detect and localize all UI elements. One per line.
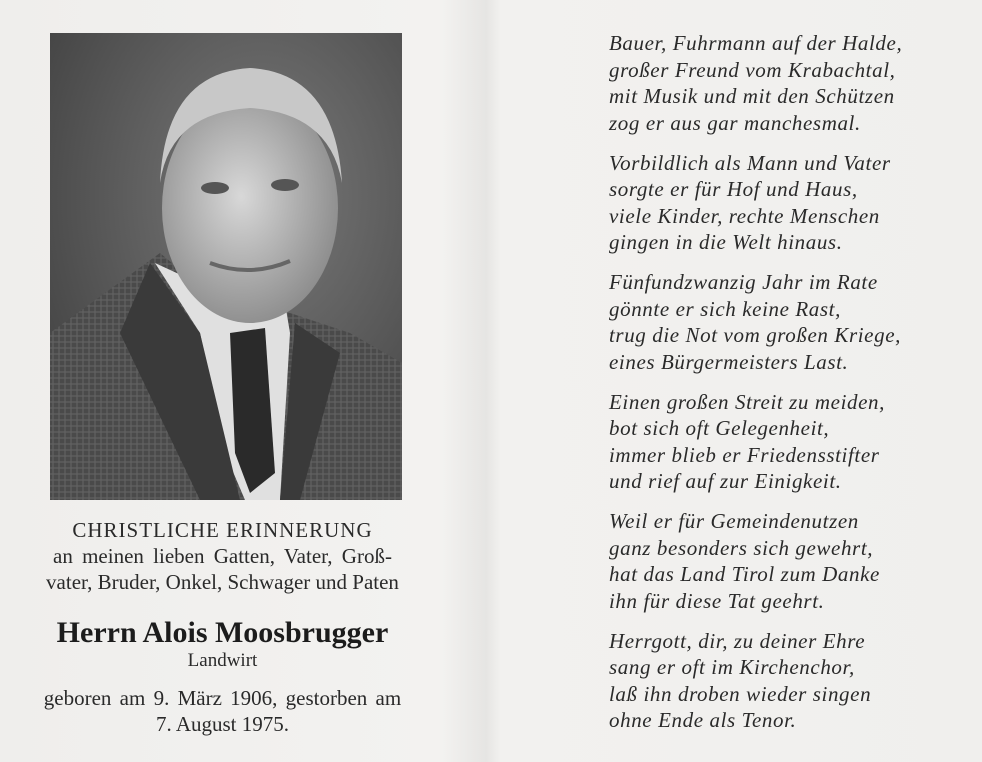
- poem-line: immer blieb er Friedensstifter: [609, 442, 880, 467]
- poem-line: viele Kinder, rechte Menschen: [609, 203, 880, 228]
- poem-line: ganz besonders sich gewehrt,: [609, 535, 874, 560]
- poem-line: Weil er für Gemeindenutzen: [609, 509, 859, 533]
- poem-line: eines Bürgermeisters Last.: [609, 349, 849, 374]
- poem-stanza: [609, 628, 902, 734]
- poem-line: sang er oft im Kirchenchor,: [609, 655, 855, 679]
- poem-line: zog er aus gar manchesmal.: [609, 110, 861, 135]
- heading: CHRISTLICHE ERINNERUNG: [72, 518, 373, 542]
- poem-line: bot sich oft Gelegenheit,: [609, 416, 830, 440]
- dates-line: geboren am 9. März 1906, gestorben am: [43, 686, 402, 710]
- poem-line: ihn für diese Tat geehrt.: [609, 588, 825, 613]
- poem-stanza: [609, 389, 902, 495]
- poem-stanza: [609, 30, 902, 136]
- poem-line: und rief auf zur Einigkeit.: [609, 469, 842, 493]
- poem-line: gingen in die Welt hinaus.: [609, 230, 843, 254]
- poem-stanza: [609, 508, 902, 614]
- poem-line: großer Freund vom Krabachtal,: [609, 57, 896, 82]
- profession: Landwirt: [187, 650, 258, 671]
- poem-line: hat das Land Tirol zum Danke: [609, 562, 880, 586]
- dates-line: 7. August 1975.: [155, 712, 289, 736]
- poem: [609, 30, 902, 747]
- poem-line: Einen großen Streit zu meiden,: [609, 389, 885, 414]
- poem-line: sorgte er für Hof und Haus,: [609, 177, 858, 201]
- poem-line: Herrgott, dir, zu deiner Ehre: [609, 628, 866, 653]
- deceased-name: Herrn Alois Moosbrugger: [56, 616, 389, 649]
- poem-line: ohne Ende als Tenor.: [609, 708, 797, 732]
- dedication-line: vater, Bruder, Onkel, Schwager und Paten: [46, 570, 399, 594]
- poem-line: Vorbildlich als Mann und Vater: [609, 150, 891, 175]
- poem-line: Fünfundzwanzig Jahr im Rate: [609, 270, 878, 294]
- poem-line: trug die Not vom großen Kriege,: [609, 323, 901, 347]
- poem-stanza: [609, 150, 902, 256]
- portrait-photo: [50, 33, 402, 500]
- poem-line: gönnte er sich keine Rast,: [609, 296, 841, 321]
- poem-stanza: [609, 269, 902, 375]
- poem-line: Bauer, Fuhrmann auf der Halde,: [609, 31, 903, 55]
- poem-line: laß ihn droben wieder singen: [609, 681, 872, 706]
- poem-line: mit Musik und mit den Schützen: [609, 84, 895, 108]
- dedication-line: an meinen lieben Gatten, Vater, Groß-: [53, 544, 392, 568]
